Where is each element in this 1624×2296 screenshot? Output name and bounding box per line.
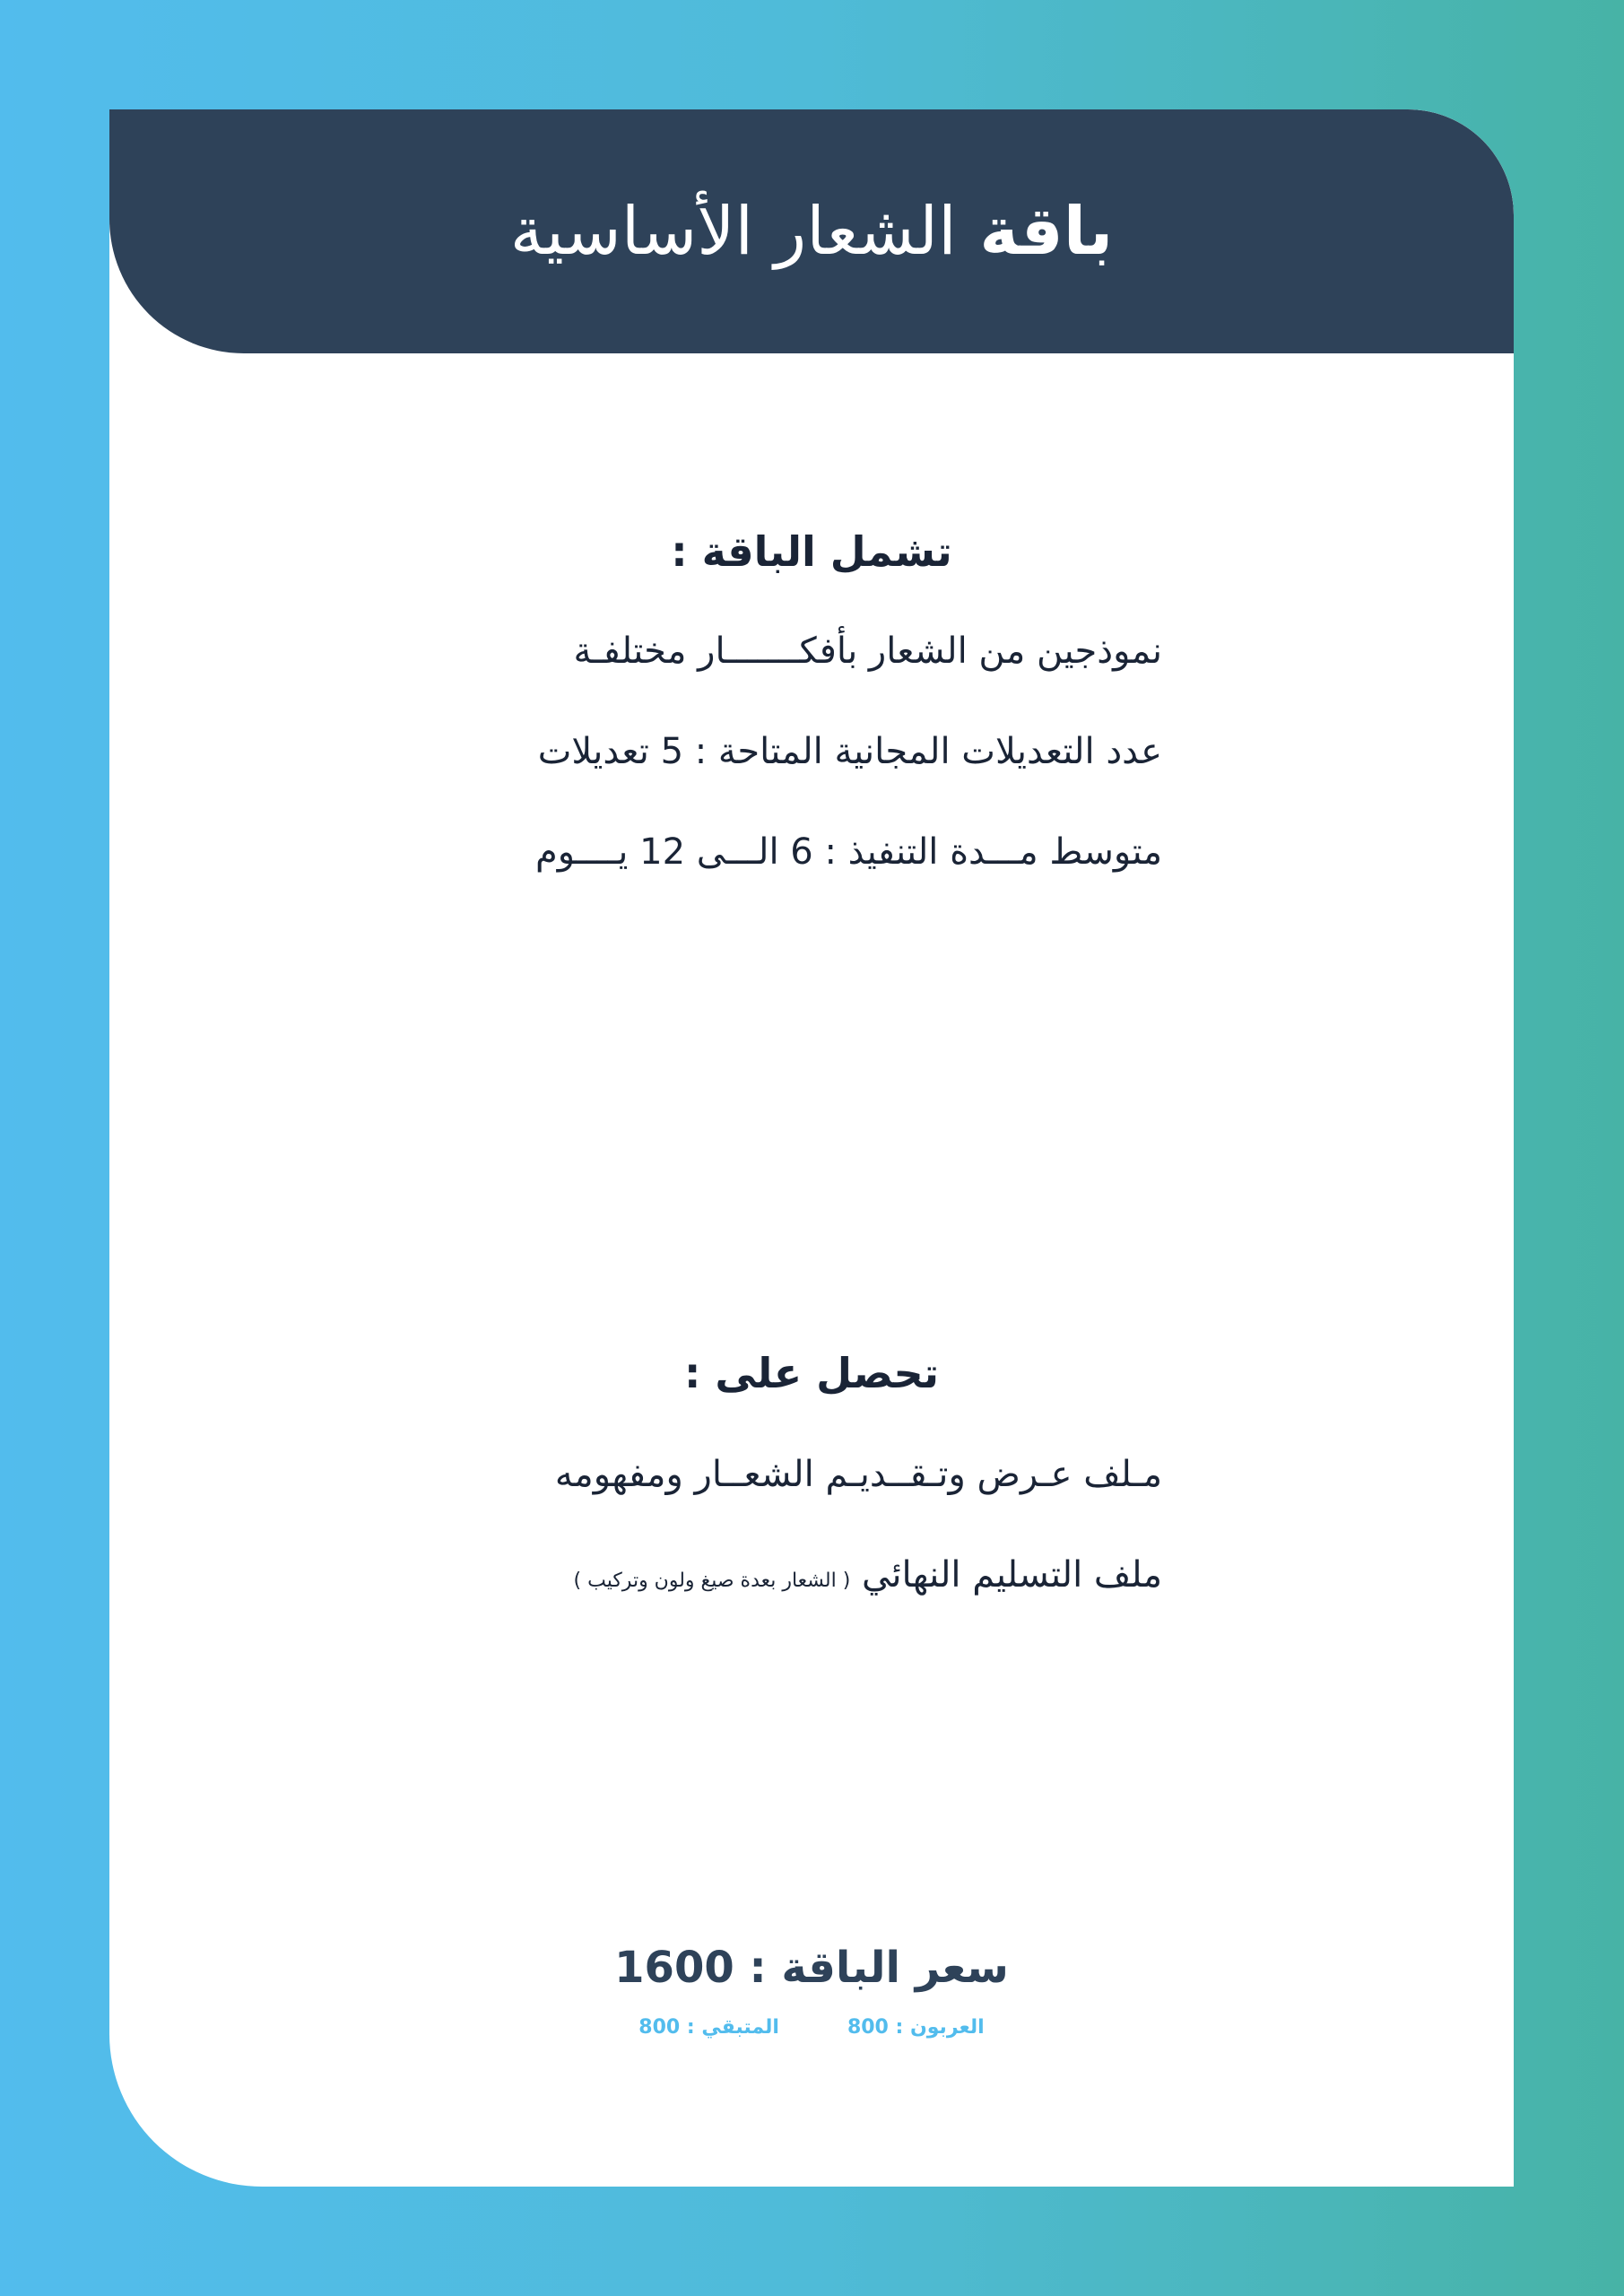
- package-card: [109, 109, 1514, 2187]
- includes-item: عدد التعديلات المجانية المتاحة : 5 تعديلات: [537, 731, 1162, 772]
- deliverables-item-final: [445, 1554, 1162, 1657]
- includes-heading: تشمل الباقة :: [671, 527, 952, 576]
- package-title-rest: الشعار الأساسية: [509, 193, 957, 270]
- package-title-strong: باقة: [979, 193, 1114, 270]
- includes-item: متوسط مـــدة التنفيذ : 6 الـــى 12 يــــوم: [534, 831, 1162, 873]
- deliverables-item-note: ( الشعار بعدة صيغ ولون وتركيب ): [573, 1570, 851, 1592]
- deliverables-heading: تحصل على :: [684, 1349, 939, 1397]
- deposit-amount: العربون : 800: [847, 2016, 985, 2039]
- deliverables-item-main: ملف التسليم النهائي: [862, 1554, 1162, 1596]
- includes-list: [445, 633, 1162, 935]
- remaining-amount: المتبقي : 800: [638, 2016, 779, 2039]
- package-title: [509, 193, 1114, 270]
- payment-breakdown: [109, 2018, 1514, 2038]
- includes-item: نموذجين من الشعار بأفكـــــــار مختلفـة: [573, 631, 1162, 672]
- deliverables-list: [445, 1454, 1162, 1657]
- package-price: سعر الباقة : 1600: [614, 1943, 1009, 1993]
- package-header: [109, 109, 1514, 353]
- deliverables-item: مـلف عـرض وتـقــديـم الشعــار ومفهومه: [554, 1454, 1162, 1495]
